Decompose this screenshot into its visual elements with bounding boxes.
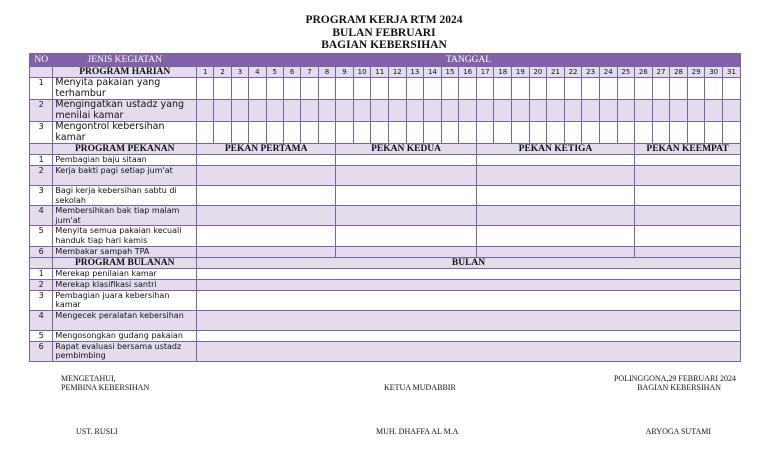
footer-right-name: ARYOGA SUTAMI xyxy=(645,427,711,436)
week-cell xyxy=(476,246,634,257)
day-cell xyxy=(197,78,214,100)
week-cell xyxy=(476,226,634,246)
day-cell xyxy=(582,100,600,122)
day-cell xyxy=(388,78,406,100)
day-cell xyxy=(318,122,336,144)
doc-title-line1: PROGRAM KERJA RTM 2024 xyxy=(305,14,463,26)
col-header-date: TANGGAL xyxy=(197,54,741,67)
day-header: 4 xyxy=(249,67,266,78)
day-cell xyxy=(617,78,635,100)
day-header: 28 xyxy=(670,67,688,78)
day-cell xyxy=(687,78,705,100)
day-cell xyxy=(617,100,635,122)
day-cell xyxy=(529,100,547,122)
section-empty-no xyxy=(30,144,53,155)
row-number: 1 xyxy=(30,155,53,166)
day-cell xyxy=(406,100,424,122)
day-cell xyxy=(494,122,512,144)
activity-cell: Rapat evaluasi bersama ustadz pembimbing xyxy=(53,341,197,361)
week-cell xyxy=(336,206,477,226)
day-header: 9 xyxy=(336,67,354,78)
day-cell xyxy=(459,122,477,144)
week-cell xyxy=(197,206,336,226)
activity-cell: Membersihkan bak tiap malam jum'at xyxy=(53,206,197,226)
doc-title-line2: BULAN FEBRUARI xyxy=(332,26,436,39)
week-cell xyxy=(476,206,634,226)
month-cell xyxy=(197,330,741,341)
day-header: 3 xyxy=(231,67,248,78)
day-cell xyxy=(197,122,214,144)
day-cell xyxy=(283,78,300,100)
day-cell xyxy=(722,122,740,144)
day-header: 19 xyxy=(512,67,530,78)
activity-cell: Merekap klasifikasi santri xyxy=(53,279,197,290)
day-cell xyxy=(599,100,617,122)
day-header: 26 xyxy=(635,67,653,78)
day-cell xyxy=(336,122,354,144)
row-number: 6 xyxy=(30,341,53,361)
day-header: 25 xyxy=(617,67,635,78)
day-cell xyxy=(599,122,617,144)
day-cell xyxy=(388,122,406,144)
month-cell xyxy=(197,310,741,330)
row-number: 1 xyxy=(30,78,53,100)
day-header: 20 xyxy=(529,67,547,78)
section-title-daily: PROGRAM HARIAN xyxy=(53,67,197,78)
day-cell xyxy=(371,122,389,144)
day-header: 24 xyxy=(599,67,617,78)
activity-cell: Menyita pakaian yang terhambur xyxy=(53,78,197,100)
row-number: 1 xyxy=(30,268,53,279)
day-cell xyxy=(582,78,600,100)
day-header: 14 xyxy=(424,67,442,78)
day-cell xyxy=(529,122,547,144)
day-cell xyxy=(652,122,670,144)
day-cell xyxy=(336,100,354,122)
day-cell xyxy=(599,78,617,100)
footer-center-name: MUH. DHAFFA AL M.A xyxy=(376,427,459,436)
week-cell xyxy=(336,166,477,186)
day-header: 30 xyxy=(705,67,723,78)
week-cell xyxy=(635,186,741,206)
day-cell xyxy=(406,78,424,100)
day-cell xyxy=(424,100,442,122)
week-cell xyxy=(476,166,634,186)
day-cell xyxy=(249,100,266,122)
activity-cell: Membakar sampah TPA xyxy=(53,246,197,257)
activity-cell: Pembagian baju sitaan xyxy=(53,155,197,166)
row-number: 2 xyxy=(30,100,53,122)
day-header: 22 xyxy=(564,67,582,78)
week-cell xyxy=(476,186,634,206)
week-cell xyxy=(635,155,741,166)
section-title-monthly: PROGRAM BULANAN xyxy=(53,257,197,268)
day-cell xyxy=(231,122,248,144)
day-cell xyxy=(424,122,442,144)
day-cell xyxy=(266,122,283,144)
day-cell xyxy=(687,100,705,122)
day-header: 7 xyxy=(301,67,318,78)
day-cell xyxy=(670,100,688,122)
day-cell xyxy=(564,100,582,122)
day-cell xyxy=(441,100,459,122)
day-cell xyxy=(301,78,318,100)
day-cell xyxy=(197,100,214,122)
week-header: PEKAN PERTAMA xyxy=(197,144,336,155)
day-header: 13 xyxy=(406,67,424,78)
month-cell xyxy=(197,268,741,279)
day-cell xyxy=(353,122,371,144)
day-cell xyxy=(635,78,653,100)
activity-cell: Merekap penilaian kamar xyxy=(53,268,197,279)
month-header: BULAN xyxy=(197,257,741,268)
footer-right-line1: POLINGGONA,29 FEBRUARI 2024 xyxy=(613,374,736,383)
day-cell xyxy=(512,100,530,122)
day-cell xyxy=(406,122,424,144)
day-cell xyxy=(635,100,653,122)
day-cell xyxy=(670,122,688,144)
activity-cell: Mengontrol kebersihan kamar xyxy=(53,122,197,144)
day-cell xyxy=(371,78,389,100)
day-cell xyxy=(214,100,231,122)
section-empty-no xyxy=(30,67,53,78)
week-cell xyxy=(197,186,336,206)
doc-title-line3: BAGIAN KEBERSIHAN xyxy=(321,39,447,51)
day-cell xyxy=(214,78,231,100)
day-cell xyxy=(266,78,283,100)
row-number: 4 xyxy=(30,310,53,330)
row-number: 4 xyxy=(30,206,53,226)
activity-cell: Mengecek peralatan kebersihan xyxy=(53,310,197,330)
day-header: 12 xyxy=(388,67,406,78)
day-cell xyxy=(494,78,512,100)
day-header: 16 xyxy=(459,67,477,78)
day-cell xyxy=(617,122,635,144)
row-number: 2 xyxy=(30,166,53,186)
footer-right-line2: BAGIAN KEBERSIHAN xyxy=(637,383,721,392)
footer-left-line2: PEMBINA KEBERSIHAN xyxy=(61,383,150,392)
day-cell xyxy=(512,122,530,144)
day-header: 17 xyxy=(476,67,494,78)
week-cell xyxy=(336,246,477,257)
activity-cell: Bagi kerja kebersihan sabtu di sekolah xyxy=(53,186,197,206)
day-header: 15 xyxy=(441,67,459,78)
row-number: 5 xyxy=(30,226,53,246)
day-header: 5 xyxy=(266,67,283,78)
day-cell xyxy=(441,122,459,144)
day-header: 31 xyxy=(722,67,740,78)
day-cell xyxy=(301,100,318,122)
row-number: 2 xyxy=(30,279,53,290)
day-cell xyxy=(652,100,670,122)
month-cell xyxy=(197,341,741,361)
week-cell xyxy=(336,155,477,166)
footer-left-line1: MENGETAHUI, xyxy=(61,374,116,383)
day-cell xyxy=(722,100,740,122)
day-cell xyxy=(547,100,565,122)
day-cell xyxy=(231,100,248,122)
row-number: 6 xyxy=(30,246,53,257)
day-header: 21 xyxy=(547,67,565,78)
day-cell xyxy=(476,78,494,100)
day-cell xyxy=(476,122,494,144)
col-header-no: NO xyxy=(30,54,53,67)
day-cell xyxy=(687,122,705,144)
week-cell xyxy=(197,166,336,186)
day-cell xyxy=(318,78,336,100)
activity-cell: Kerja bakti pagi setiap jum'at xyxy=(53,166,197,186)
week-header: PEKAN KEDUA xyxy=(336,144,477,155)
day-cell xyxy=(301,122,318,144)
day-cell xyxy=(249,78,266,100)
day-cell xyxy=(547,78,565,100)
day-cell xyxy=(283,100,300,122)
day-cell xyxy=(353,78,371,100)
day-cell xyxy=(231,78,248,100)
week-cell xyxy=(635,206,741,226)
activity-cell: Mengingatkan ustadz yang menilai kamar xyxy=(53,100,197,122)
week-cell xyxy=(635,246,741,257)
day-cell xyxy=(371,100,389,122)
activity-cell: Menyita semua pakaian kecuali handuk tiap hari kamis xyxy=(53,226,197,246)
work-program-table xyxy=(29,53,741,362)
row-number: 3 xyxy=(30,186,53,206)
month-cell xyxy=(197,279,741,290)
day-cell xyxy=(705,100,723,122)
day-cell xyxy=(722,78,740,100)
day-cell xyxy=(318,100,336,122)
day-header: 23 xyxy=(582,67,600,78)
day-cell xyxy=(249,122,266,144)
day-cell xyxy=(459,100,477,122)
week-cell xyxy=(476,155,634,166)
week-header: PEKAN KETIGA xyxy=(476,144,634,155)
section-empty-no xyxy=(30,257,53,268)
day-header: 1 xyxy=(197,67,214,78)
row-number: 3 xyxy=(30,290,53,310)
activity-cell: Pembagian juara kebersihan kamar xyxy=(53,290,197,310)
week-header: PEKAN KEEMPAT xyxy=(635,144,741,155)
activity-cell: Mengosongkan gudang pakaian xyxy=(53,330,197,341)
week-cell xyxy=(635,166,741,186)
week-cell xyxy=(197,226,336,246)
day-header: 10 xyxy=(353,67,371,78)
day-cell xyxy=(635,122,653,144)
day-cell xyxy=(388,100,406,122)
day-cell xyxy=(705,122,723,144)
day-cell xyxy=(353,100,371,122)
day-header: 2 xyxy=(214,67,231,78)
day-cell xyxy=(564,78,582,100)
month-cell xyxy=(197,290,741,310)
col-header-activity: JENIS KEGIATAN xyxy=(53,54,197,67)
day-header: 29 xyxy=(687,67,705,78)
day-cell xyxy=(441,78,459,100)
day-header: 27 xyxy=(652,67,670,78)
week-cell xyxy=(336,186,477,206)
day-header: 11 xyxy=(371,67,389,78)
day-cell xyxy=(652,78,670,100)
day-cell xyxy=(582,122,600,144)
day-cell xyxy=(494,100,512,122)
day-header: 18 xyxy=(494,67,512,78)
day-cell xyxy=(266,100,283,122)
day-cell xyxy=(214,122,231,144)
day-cell xyxy=(459,78,477,100)
day-cell xyxy=(336,78,354,100)
section-title-weekly: PROGRAM PEKANAN xyxy=(53,144,197,155)
day-header: 6 xyxy=(283,67,300,78)
day-header: 8 xyxy=(318,67,336,78)
day-cell xyxy=(529,78,547,100)
footer-left-name: UST. RUSLI xyxy=(76,427,118,436)
day-cell xyxy=(476,100,494,122)
day-cell xyxy=(424,78,442,100)
day-cell xyxy=(670,78,688,100)
day-cell xyxy=(564,122,582,144)
day-cell xyxy=(512,78,530,100)
row-number: 3 xyxy=(30,122,53,144)
week-cell xyxy=(336,226,477,246)
footer-center-title: KETUA MUDABBIR xyxy=(384,383,456,392)
day-cell xyxy=(547,122,565,144)
row-number: 5 xyxy=(30,330,53,341)
week-cell xyxy=(197,246,336,257)
day-cell xyxy=(283,122,300,144)
week-cell xyxy=(197,155,336,166)
day-cell xyxy=(705,78,723,100)
week-cell xyxy=(635,226,741,246)
